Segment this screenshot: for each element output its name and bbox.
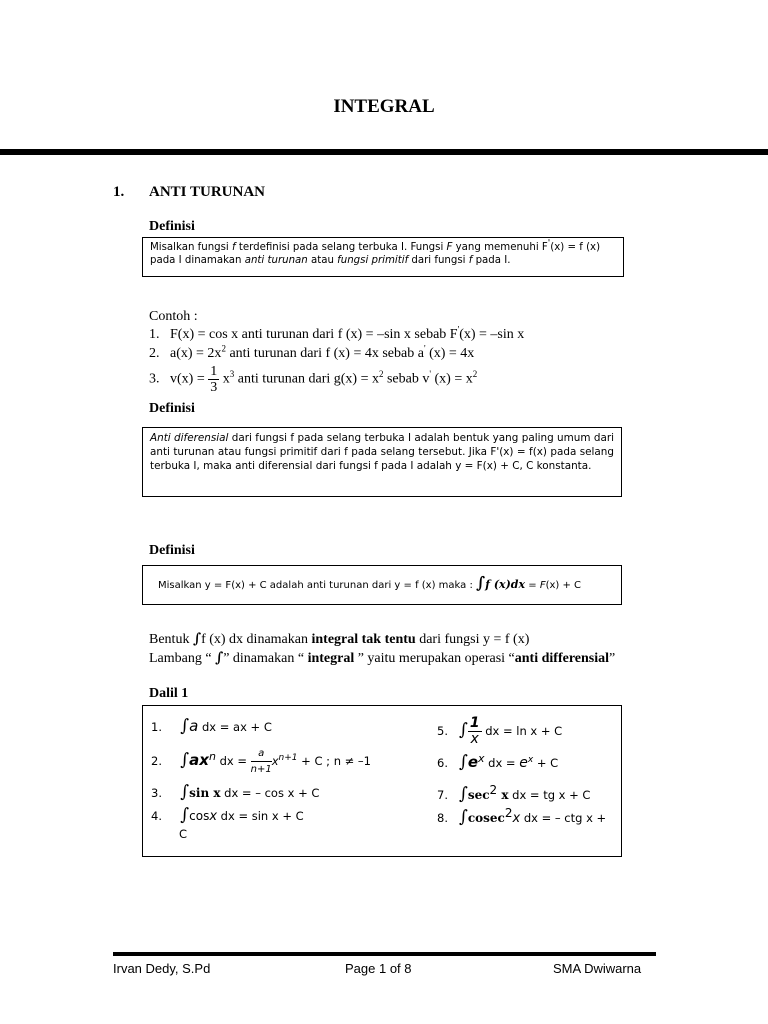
footer-page-number: Page 1 of 8 [345, 961, 412, 976]
footer-divider [113, 952, 656, 956]
example-2: 2. $a(x) = 2x^2$ anti turunan dari f (x) = 4x sebab a' (x) = 4x [149, 343, 475, 361]
dalil-item-6: 6. ∫ex dx = $e^x + C$ [437, 752, 559, 772]
dalil-item-3: 3. ∫sin x dx = – cos x + C [151, 782, 320, 802]
title-divider [0, 149, 768, 155]
example-1: 1. F(x) = cos x anti turunan dari f (x) = –sin x sebab F'(x) = –sin x [149, 324, 525, 342]
footer-school: SMA Dwiwarna [553, 961, 642, 976]
definition-box-2 [142, 427, 622, 497]
definition-3-text: Misalkan y = F(x) + C adalah anti turunan dari y = f (x) maka : ∫f (x)dx = F(x) + C [158, 573, 582, 592]
dalil-heading: Dalil 1 [149, 686, 189, 701]
dalil-item-8: 8. ∫cosec2x dx = – ctg x + [437, 806, 607, 827]
bentuk-line: Bentuk ∫f (x) dx dinamakan integral tak tentu dari fungsi y = f (x) [149, 631, 530, 647]
dalil-item-7: 7. ∫sec2 x dx = tg x + C [437, 783, 591, 804]
lambang-line: Lambang “ ∫” dinamakan “ integral ” yaitu merupakan operasi “anti differensial” [149, 650, 616, 666]
definition-1-line-2: pada I dinamakan anti turunan atau fungsi primitif dari fungsi f pada I. [150, 255, 511, 266]
example-3: 3. v(x) = $\frac{1}{3}$ $x^3$ anti turunan dari $g(x) = x^2$ sebab v' $(x) = x^2$ [149, 364, 478, 395]
definition-box-3 [142, 565, 622, 605]
definition-1-line-1: Misalkan fungsi f terdefinisi pada selang terbuka I. Fungsi F yang memenuhi F'(x) = f (x) [150, 238, 601, 253]
examples-label: Contoh : [149, 309, 198, 324]
dalil-item-4: 4. ∫cosx dx = sin x + C [151, 805, 304, 825]
definition-heading-2: Definisi [149, 401, 195, 416]
dalil-item-5: 5. ∫ $\frac{1}{x}$ dx = ln x + C [437, 715, 563, 747]
dalil-item-4-wrap: C [179, 827, 188, 841]
dalil-box [142, 705, 622, 857]
section-title: ANTI TURUNAN [149, 184, 265, 200]
footer-author: Irvan Dedy, S.Pd [113, 961, 211, 976]
definition-box-1 [142, 237, 624, 277]
definition-heading-1: Definisi [149, 219, 195, 234]
definition-2-text: Anti diferensial dari fungsi f pada selang terbuka I adalah bentuk yang paling umum dari anti turunan atau fungsi primitif dari f pada selang tersebut. Jika F'(x) = f(x) pada selang terbuka I, maka anti diferensial dari fungsi f pada I adalah y = F(x) + C, C konstanta. [150, 432, 614, 472]
document-title: INTEGRAL [333, 96, 435, 117]
definition-heading-3: Definisi [149, 543, 195, 558]
dalil-item-2: 2. ∫axn dx = $\frac{a}{n+1}$ $x^{n+1} + C$ ; n ≠ –1 [151, 748, 371, 775]
dalil-item-1: 1. ∫a dx = ax + C [151, 716, 272, 736]
section-number: 1. [113, 184, 125, 200]
